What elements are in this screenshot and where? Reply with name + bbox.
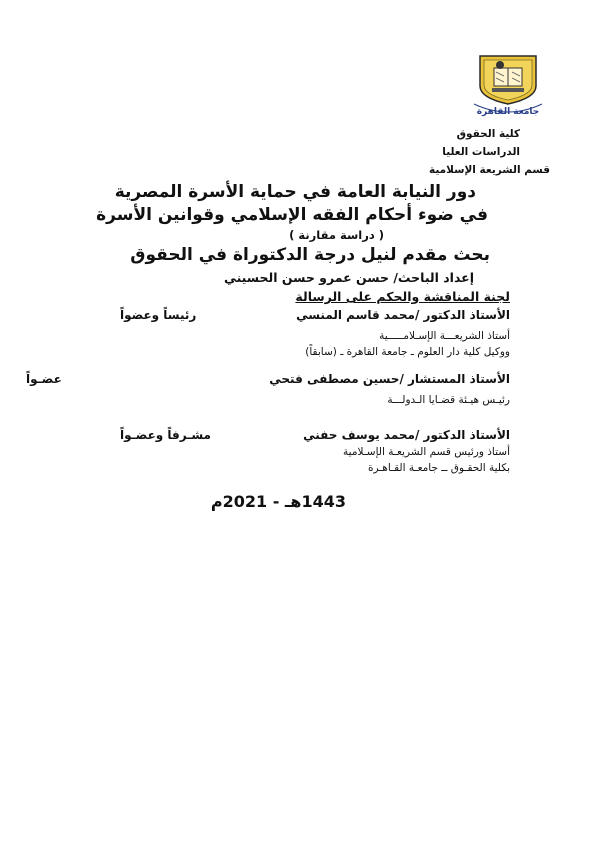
committee-member-1-name: الأستاذ الدكتور /محمد قاسم المنسي [296,308,510,322]
researcher-name: إعداد الباحث/ حسن عمرو حسن الحسيني [223,270,474,285]
logo-caption: جامعة القاهرة [476,107,540,117]
committee-member-2-desc-1: رئيـس هيـئة قضـايا الـدولـــة [387,394,510,406]
postgraduate-studies: الدراسات العليا [442,146,520,158]
thesis-date: 1443هـ - 2021م [210,492,346,511]
committee-heading: لجنة المناقشة والحكم على الرسالة [295,289,510,304]
thesis-title-line1: دور النيابة العامة في حماية الأسرة المصرية [114,182,476,202]
committee-member-3-name: الأستاذ الدكتور /محمد يوسف حفني [303,428,510,442]
committee-member-2-role: عضـواً [26,372,62,386]
committee-member-2-name: الأستاذ المستشار /حسين مصطفى فتحي [269,372,510,386]
committee-member-3-role: مشـرفاً وعضـواً [120,428,211,442]
cairo-university-logo [470,52,546,118]
degree-statement: بحث مقدم لنيل درجة الدكتوراة في الحقوق [130,245,490,265]
thesis-title-line2: في ضوء أحكام الفقه الإسلامي وقوانين الأسرة [96,205,488,225]
faculty-name: كلية الحقوق [456,128,520,140]
study-type: ( دراسة مقارنة ) [289,228,384,242]
committee-member-1-role: رئيساً وعضواً [120,308,197,322]
department-name: قسم الشريعة الإسلامية [429,164,550,176]
committee-member-3-desc-1: أستاذ ورئيس قسم الشريعـة الإسـلامية [343,446,510,458]
committee-member-1-desc-2: ووكيل كلية دار العلوم ـ جامعة القاهرة ـ (سابقاً) [305,346,510,358]
committee-member-3-desc-2: بكلية الحقـوق ــ جامعـة القـاهـرة [367,462,510,474]
committee-member-1-desc-1: أستاذ الشريعـــة الإسـلامـــــية [379,330,510,342]
logo-emblem-icon [470,52,546,118]
